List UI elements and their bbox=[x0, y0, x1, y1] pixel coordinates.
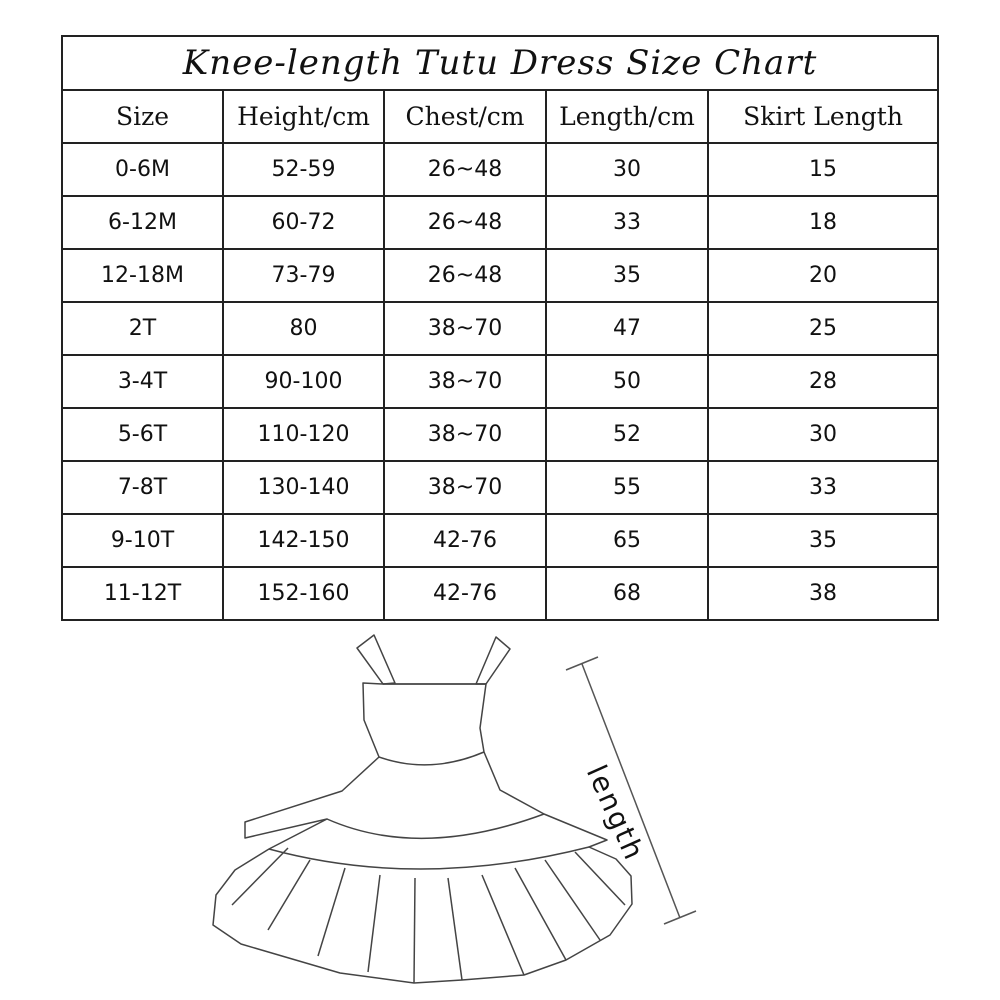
cell-length: 68 bbox=[546, 567, 708, 620]
cell-skirt-length: 38 bbox=[708, 567, 938, 620]
waistline bbox=[379, 752, 484, 765]
cell-size: 0-6M bbox=[62, 143, 223, 196]
cell-length: 52 bbox=[546, 408, 708, 461]
cell-length: 47 bbox=[546, 302, 708, 355]
cell-length: 30 bbox=[546, 143, 708, 196]
length-measure-cap-top bbox=[566, 657, 598, 670]
skirt-pleat bbox=[482, 875, 524, 975]
cell-height: 152-160 bbox=[223, 567, 384, 620]
skirt-pleat bbox=[232, 848, 288, 905]
cell-chest: 26~48 bbox=[384, 143, 546, 196]
column-header-height: Height/cm bbox=[223, 90, 384, 143]
cell-length: 65 bbox=[546, 514, 708, 567]
cell-height: 142-150 bbox=[223, 514, 384, 567]
cell-size: 5-6T bbox=[62, 408, 223, 461]
skirt-pleat bbox=[318, 868, 345, 956]
cell-length: 35 bbox=[546, 249, 708, 302]
skirt-layer bbox=[269, 847, 589, 869]
cell-size: 7-8T bbox=[62, 461, 223, 514]
cell-height: 73-79 bbox=[223, 249, 384, 302]
cell-size: 12-18M bbox=[62, 249, 223, 302]
cell-height: 60-72 bbox=[223, 196, 384, 249]
cell-height: 110-120 bbox=[223, 408, 384, 461]
cell-skirt-length: 20 bbox=[708, 249, 938, 302]
skirt-pleat bbox=[545, 860, 600, 940]
skirt-layer bbox=[327, 814, 544, 838]
column-header-length: Length/cm bbox=[546, 90, 708, 143]
cell-height: 52-59 bbox=[223, 143, 384, 196]
cell-chest: 38~70 bbox=[384, 355, 546, 408]
cell-skirt-length: 25 bbox=[708, 302, 938, 355]
skirt-pleat bbox=[448, 878, 462, 980]
cell-height: 80 bbox=[223, 302, 384, 355]
cell-chest: 38~70 bbox=[384, 302, 546, 355]
cell-skirt-length: 33 bbox=[708, 461, 938, 514]
cell-skirt-length: 15 bbox=[708, 143, 938, 196]
cell-size: 2T bbox=[62, 302, 223, 355]
cell-size: 9-10T bbox=[62, 514, 223, 567]
skirt-pleat bbox=[368, 875, 380, 972]
cell-size: 3-4T bbox=[62, 355, 223, 408]
cell-length: 33 bbox=[546, 196, 708, 249]
dress-bodice bbox=[213, 683, 632, 983]
cell-skirt-length: 30 bbox=[708, 408, 938, 461]
cell-skirt-length: 18 bbox=[708, 196, 938, 249]
cell-height: 90-100 bbox=[223, 355, 384, 408]
cell-skirt-length: 35 bbox=[708, 514, 938, 567]
column-header-size: Size bbox=[62, 90, 223, 143]
skirt-pleat bbox=[515, 868, 566, 960]
cell-chest: 38~70 bbox=[384, 408, 546, 461]
cell-chest: 42-76 bbox=[384, 514, 546, 567]
cell-height: 130-140 bbox=[223, 461, 384, 514]
cell-chest: 26~48 bbox=[384, 249, 546, 302]
length-measure-cap-bottom bbox=[664, 911, 696, 924]
cell-size: 11-12T bbox=[62, 567, 223, 620]
cell-chest: 26~48 bbox=[384, 196, 546, 249]
cell-size: 6-12M bbox=[62, 196, 223, 249]
right-strap bbox=[476, 637, 510, 684]
column-header-chest: Chest/cm bbox=[384, 90, 546, 143]
cell-chest: 42-76 bbox=[384, 567, 546, 620]
chart-title: Knee-length Tutu Dress Size Chart bbox=[62, 36, 938, 90]
skirt-pleat bbox=[414, 878, 415, 983]
cell-length: 50 bbox=[546, 355, 708, 408]
column-header-skirt-length: Skirt Length bbox=[708, 90, 938, 143]
cell-chest: 38~70 bbox=[384, 461, 546, 514]
left-strap bbox=[357, 635, 395, 684]
cell-skirt-length: 28 bbox=[708, 355, 938, 408]
length-label: length bbox=[579, 760, 652, 866]
cell-length: 55 bbox=[546, 461, 708, 514]
skirt-pleat bbox=[268, 860, 310, 930]
